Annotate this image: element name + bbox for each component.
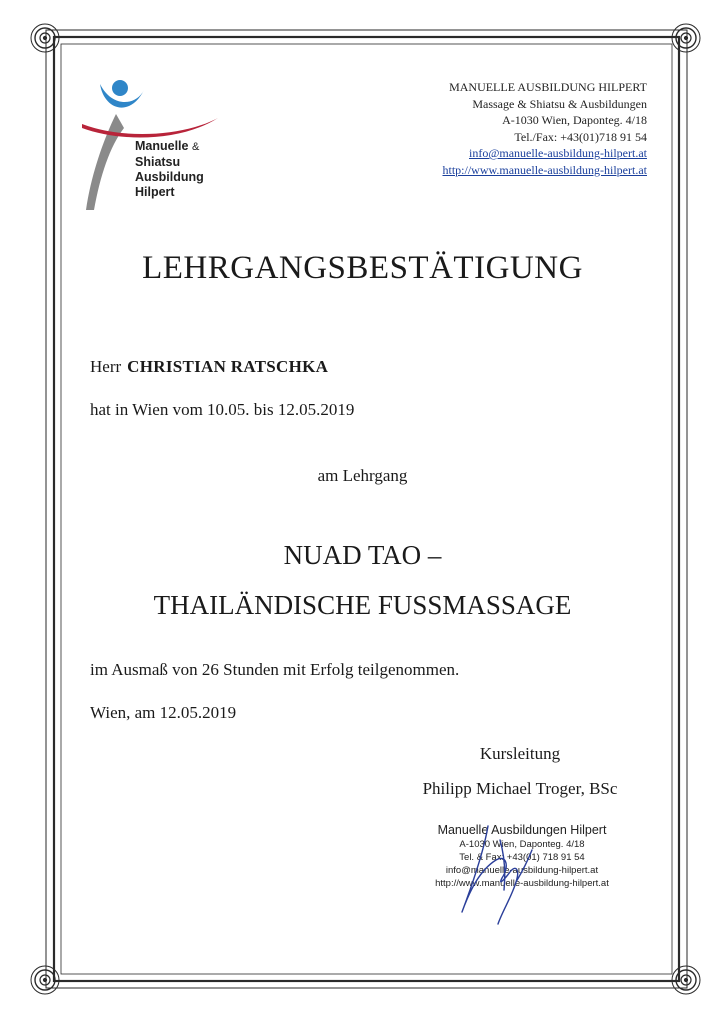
stamp-name: Manuelle Ausbildungen Hilpert (437, 823, 607, 837)
corner-ornament-icon (31, 966, 59, 994)
course-title (0, 530, 725, 630)
course-title-line2: THAILÄNDISCHE FUSSMASSAGE (153, 590, 572, 620)
course-intro: am Lehrgang (317, 466, 408, 485)
recipient-name: CHRISTIAN RATSCHKA (127, 357, 329, 376)
email-link[interactable]: info@manuelle-ausbildung-hilpert.at (468, 146, 647, 160)
website-link[interactable]: http://www.manuelle-ausbildung-hilpert.at (442, 162, 647, 177)
stamp-email: info@manuelle-ausbildung-hilpert.at (445, 865, 599, 876)
corner-ornament-icon (31, 24, 59, 52)
stamp-phone: Tel. & Fax: +43(01) 718 91 54 (459, 852, 585, 863)
recipient-line (90, 357, 328, 377)
logo-text: Manuelle & Shiatsu Ausbildung Hilpert (135, 139, 204, 199)
salutation: Herr (90, 357, 122, 376)
course-title-line1: NUAD TAO – (283, 540, 442, 570)
letterhead (442, 79, 647, 178)
stamp-address: A-1030 Wien, Daponteg. 4/18 (459, 839, 585, 850)
period-text: hat in Wien vom 10.05. bis 12.05.2019 (90, 400, 355, 419)
signatory-role: Kursleitung (479, 744, 561, 763)
place-date: Wien, am 12.05.2019 (90, 703, 237, 722)
document-title: LEHRGANGSBESTÄTIGUNG (142, 250, 583, 286)
signatory-name: Philipp Michael Troger, BSc (422, 779, 618, 798)
company-name: MANUELLE AUSBILDUNG HILPERT (449, 80, 647, 94)
stamp-web: http://www.manuelle-ausbildung-hilpert.at (435, 878, 609, 889)
completion-text: im Ausmaß von 26 Stunden mit Erfolg teilgenommen. (90, 660, 460, 679)
company-phone: Tel./Fax: +43(01)718 91 54 (514, 129, 647, 144)
company-address: A-1030 Wien, Daponteg. 4/18 (502, 113, 647, 127)
company-services: Massage & Shiatsu & Ausbildungen (472, 96, 647, 111)
corner-ornament-icon (672, 24, 700, 52)
corner-ornament-icon (672, 966, 700, 994)
handwritten-signature (440, 820, 560, 930)
